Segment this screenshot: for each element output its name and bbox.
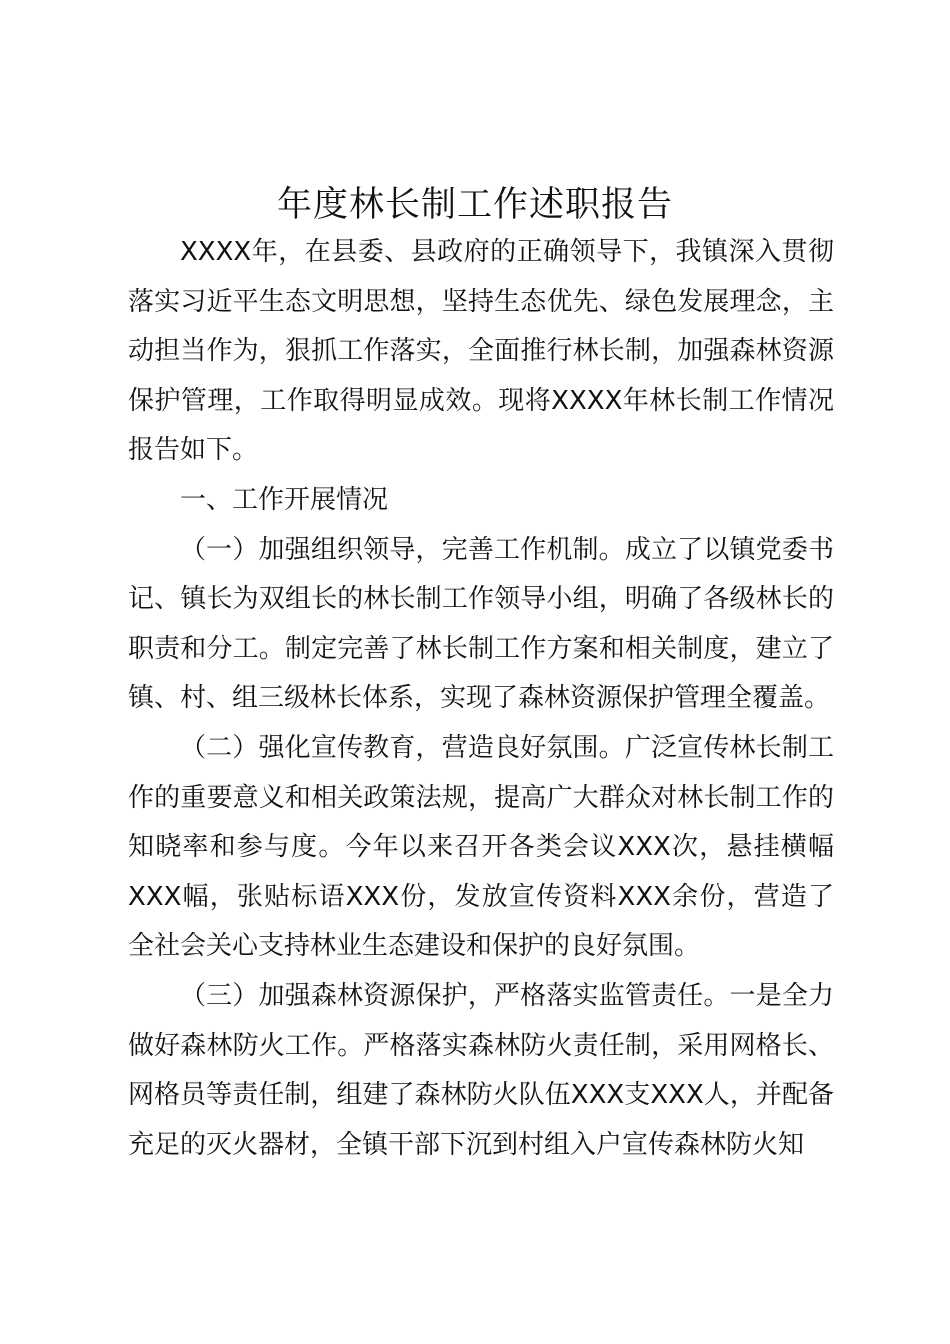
section-heading-work-progress: 一、工作开展情况 — [180, 484, 389, 515]
paragraph-forest-protection: （三）加强森林资源保护，严格落实监管责任。一是全力做好森林防火工作。严格落实森林防火责任制，采用网格长、网格员等责任制，组建了森林防火队伍XXX支XXX人，并配备充足的灭火器材，全镇干部下沉到村组入户宣传森林防火知 — [128, 980, 834, 1160]
paragraph-organization-leadership: （一）加强组织领导，完善工作机制。成立了以镇党委书记、镇长为双组长的林长制工作领导小组，明确了各级林长的职责和分工。制定完善了林长制工作方案和相关制度，建立了镇、村、组三级林长体系，实现了森林资源保护管理全覆盖。 — [128, 534, 834, 714]
document-title: 年度林长制工作述职报告 — [276, 185, 673, 225]
paragraph-publicity-education: （二）强化宣传教育，营造良好氛围。广泛宣传林长制工作的重要意义和相关政策法规，提高广大群众对林长制工作的知晓率和参与度。今年以来召开各类会议XXX次，悬挂横幅XXX幅，张贴标语XXX份，发放宣传资料XXX余份，营造了全社会关心支持林业生态建设和保护的良好氛围。 — [128, 732, 834, 962]
intro-paragraph: XXXX年，在县委、县政府的正确领导下，我镇深入贯彻落实习近平生态文明思想，坚持生态优先、绿色发展理念，主动担当作为，狠抓工作落实，全面推行林长制，加强森林资源保护管理，工作取得明显成效。现将XXXX年林长制工作情况报告如下。 — [128, 237, 834, 466]
document-body — [128, 228, 834, 1170]
